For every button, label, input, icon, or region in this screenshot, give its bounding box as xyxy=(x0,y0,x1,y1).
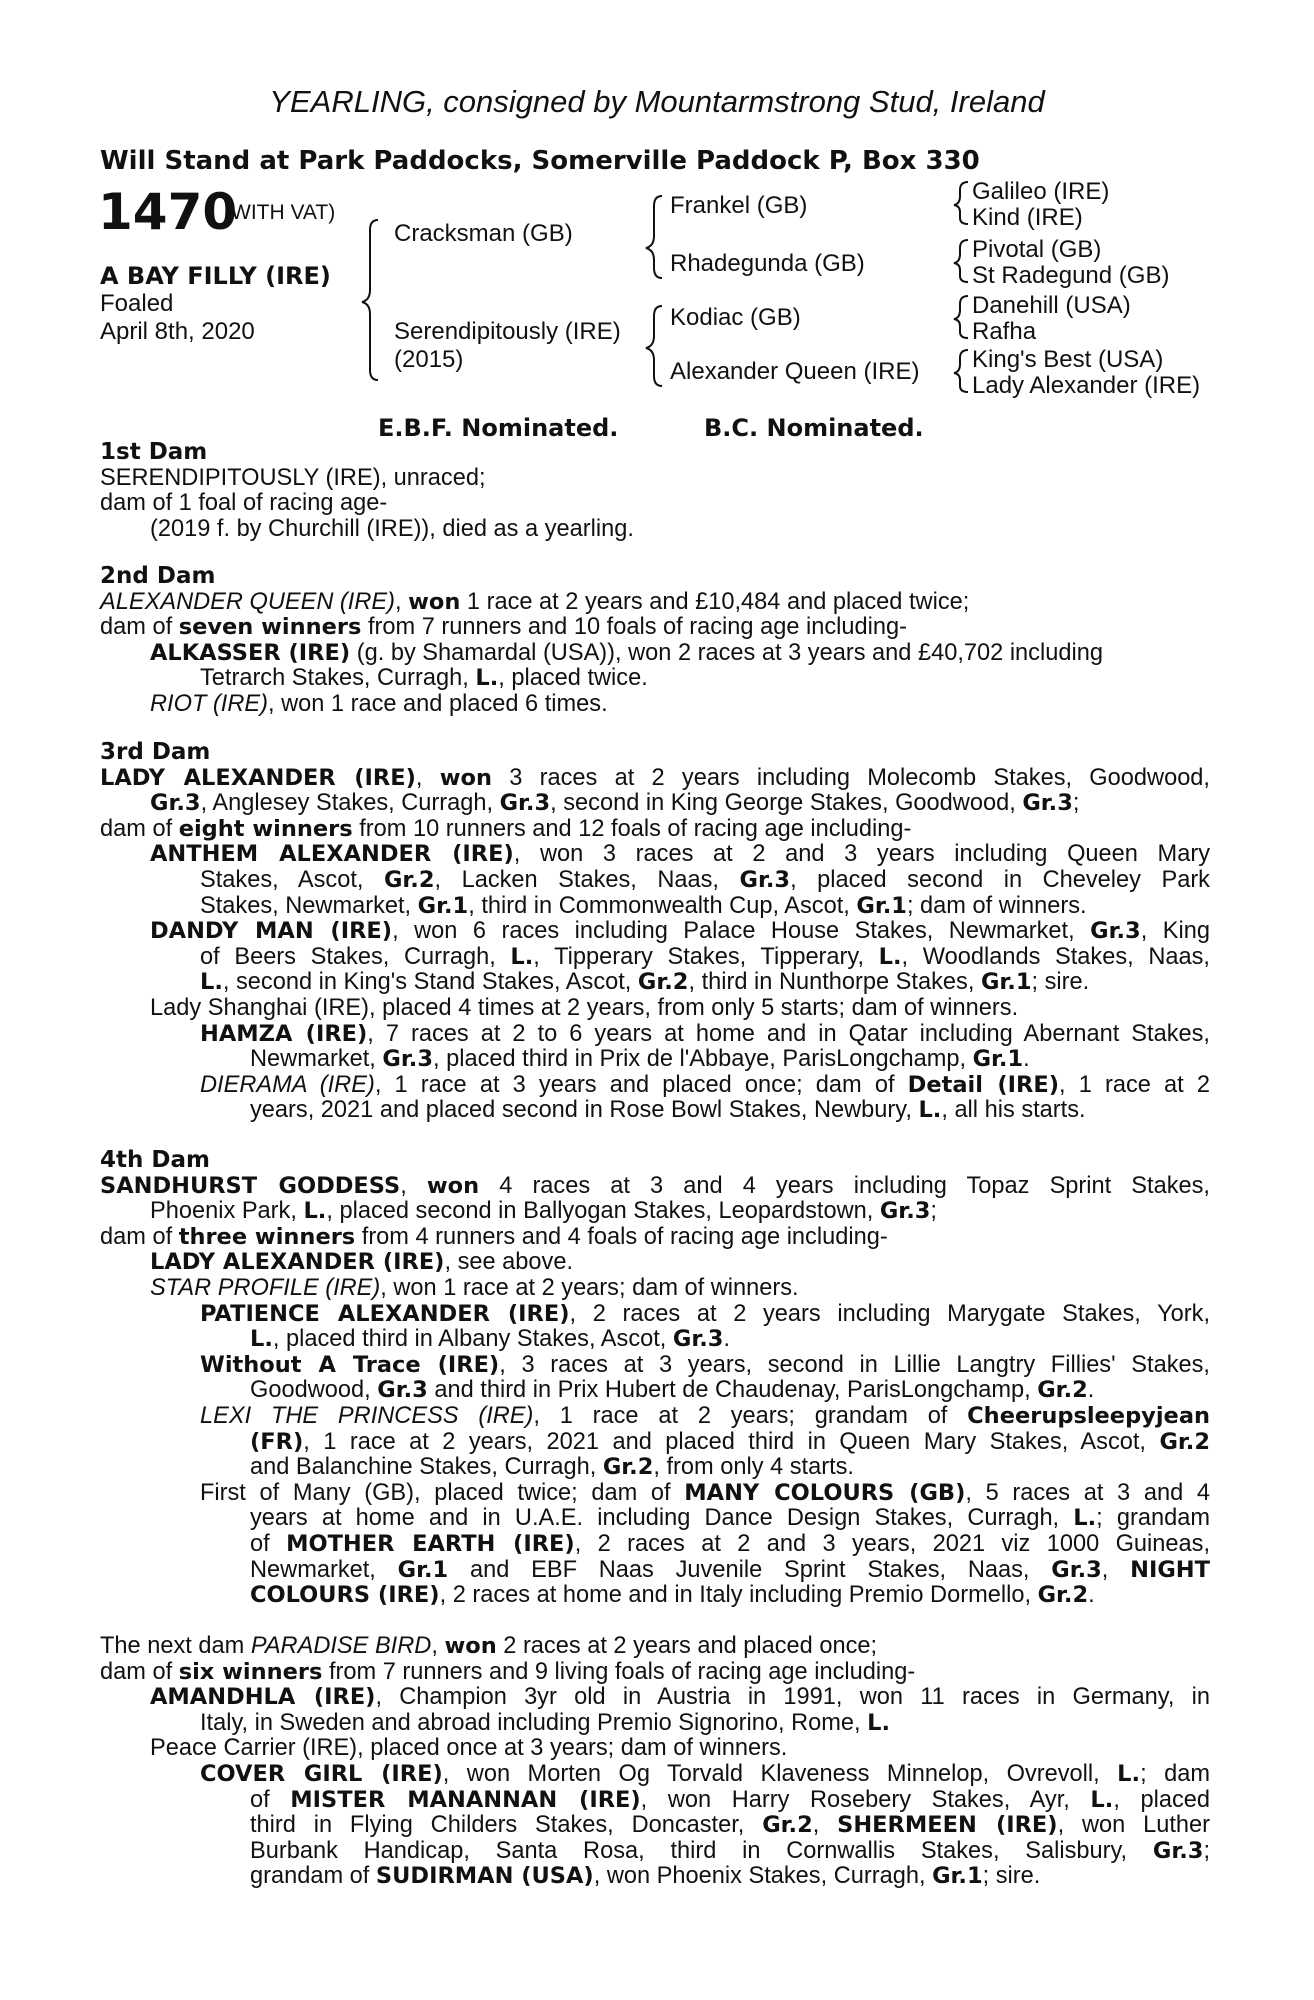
bc-nomination: B.C. Nominated. xyxy=(704,414,924,442)
foaled-date: April 8th, 2020 xyxy=(100,318,255,345)
dam-sire-dam: Rafha xyxy=(972,318,1037,345)
third-dam-line: years, 2021 and placed second in Rose Bowl Stakes, Newbury, L., all his starts. xyxy=(250,1097,1086,1124)
horse-name: A BAY FILLY (IRE) xyxy=(100,262,331,290)
fourth-dam-line: First of Many (GB), placed twice; dam of MANY COLOURS (GB), 5 races at 3 and 4 xyxy=(200,1479,1210,1506)
brace-ds xyxy=(954,296,968,338)
fourth-dam-line: LEXI THE PRINCESS (IRE), 1 race at 2 years; grandam of Cheerupsleepyjean xyxy=(200,1402,1211,1429)
next-dam-line: Peace Carrier (IRE), placed once at 3 years; dam of winners. xyxy=(150,1735,788,1762)
third-dam-line: Gr.3, Anglesey Stakes, Curragh, Gr.3, second in King George Stakes, Goodwood, Gr.3; xyxy=(150,790,1080,817)
fourth-dam-line: PATIENCE ALEXANDER (IRE), 2 races at 2 years including Marygate Stakes, York, xyxy=(200,1300,1210,1327)
next-dam-line: AMANDHLA (IRE), Champion 3yr old in Austria in 1991, won 11 races in Germany, in xyxy=(150,1684,1210,1711)
ebf-nomination: E.B.F. Nominated. xyxy=(378,414,619,442)
dam-dam-dam: Lady Alexander (IRE) xyxy=(972,372,1201,399)
sire-sire-dam: Kind (IRE) xyxy=(972,204,1083,231)
second-dam-line: Tetrarch Stakes, Curragh, L., placed twice. xyxy=(200,665,648,692)
dam-name: Serendipitously (IRE) xyxy=(394,318,621,345)
first-dam-line: SERENDIPITOUSLY (IRE), unraced; xyxy=(100,464,486,491)
brace-sd xyxy=(954,240,968,282)
next-dam-line: grandam of SUDIRMAN (USA), won Phoenix Stakes, Curragh, Gr.1; sire. xyxy=(250,1863,1041,1890)
first-dam-heading: 1st Dam xyxy=(100,439,208,465)
second-dam-line: ALEXANDER QUEEN (IRE), won 1 race at 2 years and £10,484 and placed twice; xyxy=(100,588,970,615)
page-header: YEARLING, consigned by Mountarmstrong Stud, Ireland xyxy=(269,84,1045,119)
next-dam-line: The next dam PARADISE BIRD, won 2 races at 2 years and placed once; xyxy=(100,1633,878,1659)
brace-dd xyxy=(954,350,968,392)
next-dam-line: Italy, in Sweden and abroad including Premio Signorino, Rome, L. xyxy=(200,1709,891,1736)
dam-sire-sire: Danehill (USA) xyxy=(972,292,1131,319)
fourth-dam-line: dam of three winners from 4 runners and 4 foals of racing age including- xyxy=(100,1223,888,1250)
third-dam-line: Lady Shanghai (IRE), placed 4 times at 2 years, from only 5 starts; dam of winners. xyxy=(150,994,1019,1021)
third-dam-line: of Beers Stakes, Curragh, L., Tipperary Stakes, Tipperary, L., Woodlands Stakes, Naas, xyxy=(200,943,1210,970)
sire-dam: Rhadegunda (GB) xyxy=(670,250,865,277)
foaled-label: Foaled xyxy=(100,290,174,317)
next-dam-line: COVER GIRL (IRE), won Morten Og Torvald Klaveness Minnelop, Ovrevoll, L.; dam xyxy=(200,1760,1210,1787)
fourth-dam-section xyxy=(100,1148,1210,1609)
brace-dam xyxy=(646,306,662,386)
second-dam-line: dam of seven winners from 7 runners and 10 foals of racing age including- xyxy=(100,614,908,641)
dam-dam-sire: King's Best (USA) xyxy=(972,346,1164,373)
next-dam-line: Burbank Handicap, Santa Rosa, third in Cornwallis Stakes, Salisbury, Gr.3; xyxy=(250,1837,1210,1864)
fourth-dam-line: SANDHURST GODDESS, won 4 races at 3 and 4 years including Topaz Sprint Stakes, xyxy=(100,1172,1210,1199)
fourth-dam-line: (FR), 1 race at 2 years, 2021 and placed third in Queen Mary Stakes, Ascot, Gr.2 xyxy=(250,1428,1210,1455)
third-dam-line: L., second in King's Stand Stakes, Ascot, Gr.2, third in Nunthorpe Stakes, Gr.1; sire. xyxy=(200,969,1090,996)
third-dam-heading: 3rd Dam xyxy=(100,739,211,765)
vat-note: (WITH VAT) xyxy=(224,201,336,224)
sire-dam-sire: Pivotal (GB) xyxy=(972,236,1102,263)
next-dam-line: of MISTER MANANNAN (IRE), won Harry Rosebery Stakes, Ayr, L., placed xyxy=(250,1786,1211,1813)
fourth-dam-line: Newmarket, Gr.1 and EBF Naas Juvenile Sprint Stakes, Naas, Gr.3, NIGHT xyxy=(250,1556,1210,1583)
dam-dam: Alexander Queen (IRE) xyxy=(670,358,920,385)
fourth-dam-line: years at home and in U.A.E. including Dance Design Stakes, Curragh, L.; grandam xyxy=(250,1505,1211,1532)
brace-ss xyxy=(954,182,968,224)
third-dam-line: ANTHEM ALEXANDER (IRE), won 3 races at 2 and 3 years including Queen Mary xyxy=(150,841,1210,868)
fourth-dam-line: Without A Trace (IRE), 3 races at 3 years, second in Lillie Langtry Fillies' Stakes, xyxy=(200,1351,1210,1378)
fourth-dam-line: and Balanchine Stakes, Curragh, Gr.2, from only 4 starts. xyxy=(250,1454,854,1481)
next-dam-section xyxy=(100,1634,1210,1890)
next-dam-line: dam of six winners from 7 runners and 9 living foals of racing age including- xyxy=(100,1658,916,1685)
fourth-dam-line: STAR PROFILE (IRE), won 1 race at 2 years; dam of winners. xyxy=(150,1274,799,1301)
fourth-dam-heading: 4th Dam xyxy=(100,1147,210,1173)
third-dam-line: DIERAMA (IRE), 1 race at 3 years and placed once; dam of Detail (IRE), 1 race at 2 xyxy=(200,1071,1210,1098)
second-dam-line: RIOT (IRE), won 1 race and placed 6 times. xyxy=(150,690,608,717)
lot-number: 1470 xyxy=(98,183,238,241)
next-dam-line: third in Flying Childers Stakes, Doncaster, Gr.2, SHERMEEN (IRE), won Luther xyxy=(250,1812,1210,1839)
third-dam-line: HAMZA (IRE), 7 races at 2 to 6 years at home and in Qatar including Abernant Stakes, xyxy=(200,1020,1210,1047)
second-dam-section xyxy=(100,564,1210,718)
second-dam-heading: 2nd Dam xyxy=(100,563,216,589)
fourth-dam-line: LADY ALEXANDER (IRE), see above. xyxy=(150,1249,574,1276)
first-dam-section xyxy=(100,440,1210,542)
third-dam-line: LADY ALEXANDER (IRE), won 3 races at 2 years including Molecomb Stakes, Goodwood, xyxy=(100,764,1210,791)
dam-sire: Kodiac (GB) xyxy=(670,304,801,331)
fourth-dam-line: COLOURS (IRE), 2 races at home and in Italy including Premio Dormello, Gr.2. xyxy=(250,1582,1095,1609)
third-dam-line: dam of eight winners from 10 runners and 12 foals of racing age including- xyxy=(100,815,912,842)
second-dam-line: ALKASSER (IRE) (g. by Shamardal (USA)), won 2 races at 3 years and £40,702 including xyxy=(150,639,1103,666)
stand-location: Will Stand at Park Paddocks, Somerville Paddock P, Box 330 xyxy=(100,146,980,176)
sire-name: Cracksman (GB) xyxy=(394,220,573,247)
third-dam-line: Newmarket, Gr.3, placed third in Prix de l'Abbaye, ParisLongchamp, Gr.1. xyxy=(250,1046,1030,1073)
sire-dam-dam: St Radegund (GB) xyxy=(972,262,1170,289)
fourth-dam-line: L., placed third in Albany Stakes, Ascot, Gr.3. xyxy=(250,1326,731,1353)
third-dam-line: Stakes, Ascot, Gr.2, Lacken Stakes, Naas, Gr.3, placed second in Cheveley Park xyxy=(200,866,1210,893)
fourth-dam-line: of MOTHER EARTH (IRE), 2 races at 2 and 3 years, 2021 viz 1000 Guineas, xyxy=(250,1530,1211,1557)
dam-year: (2015) xyxy=(394,346,464,373)
first-dam-line: (2019 f. by Churchill (IRE)), died as a yearling. xyxy=(150,515,634,542)
sire-sire-sire: Galileo (IRE) xyxy=(972,178,1110,205)
brace-main xyxy=(362,220,378,380)
third-dam-section xyxy=(100,740,1210,1124)
fourth-dam-line: Phoenix Park, L., placed second in Ballyogan Stakes, Leopardstown, Gr.3; xyxy=(150,1198,937,1225)
fourth-dam-line: Goodwood, Gr.3 and third in Prix Hubert de Chaudenay, ParisLongchamp, Gr.2. xyxy=(250,1377,1095,1404)
brace-sire xyxy=(646,196,662,278)
third-dam-line: DANDY MAN (IRE), won 6 races including Palace House Stakes, Newmarket, Gr.3, King xyxy=(150,918,1210,945)
third-dam-line: Stakes, Newmarket, Gr.1, third in Commonwealth Cup, Ascot, Gr.1; dam of winners. xyxy=(200,892,1087,919)
first-dam-line: dam of 1 foal of racing age- xyxy=(100,490,388,517)
sire-sire: Frankel (GB) xyxy=(670,192,808,219)
